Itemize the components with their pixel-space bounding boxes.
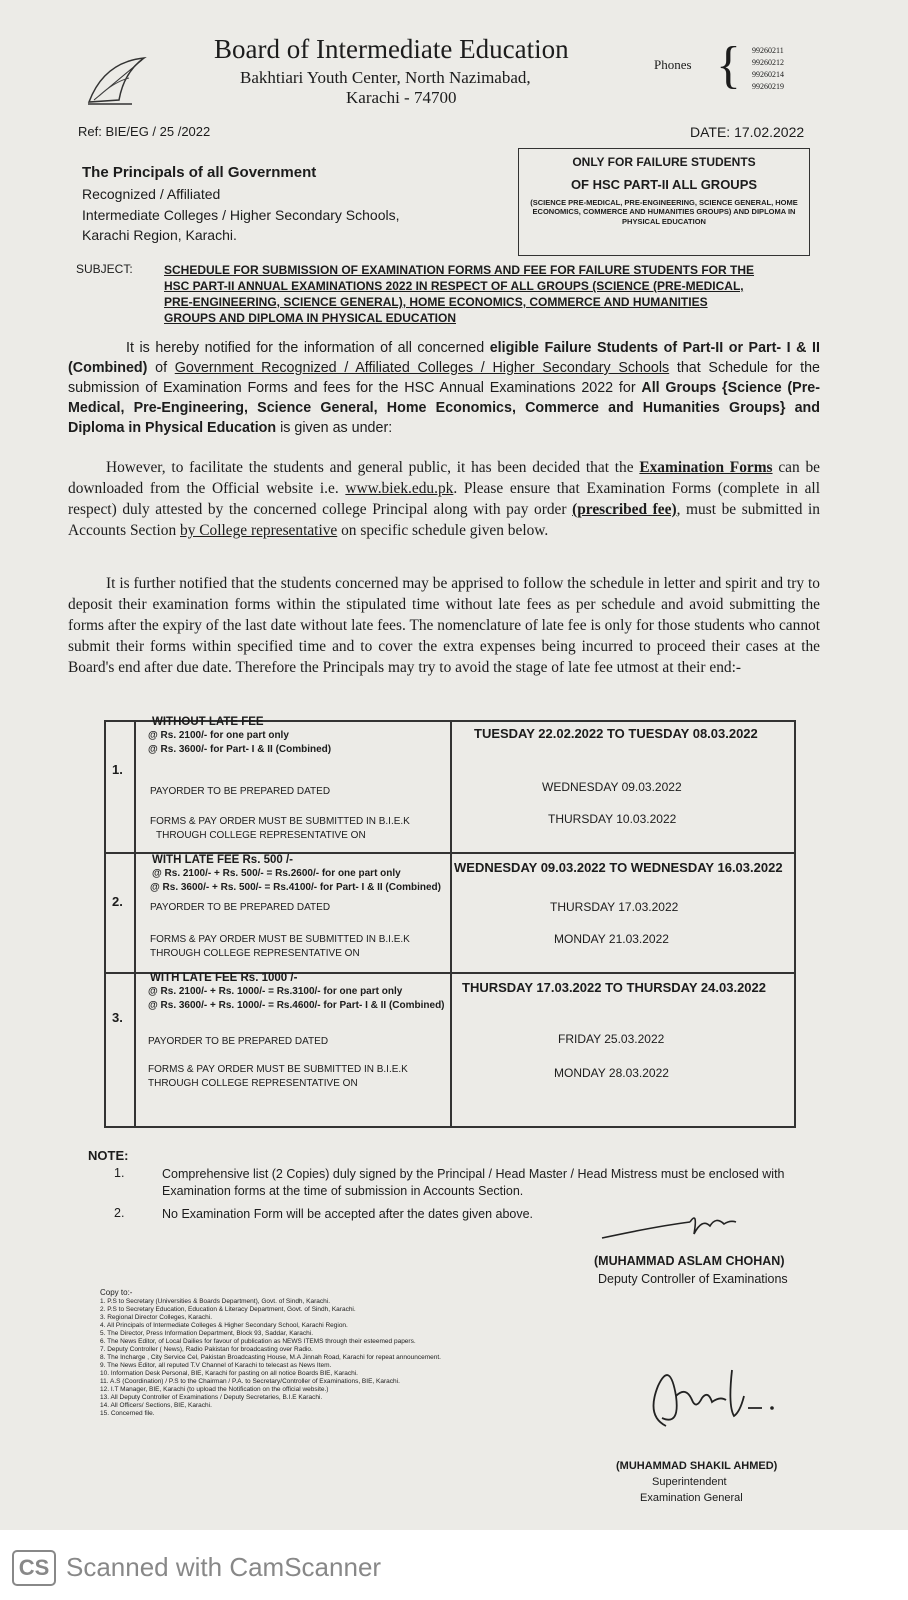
- para2-underline: Examination Forms: [639, 459, 773, 476]
- copy-to-item: 3. Regional Director Colleges, Karachi.: [100, 1314, 212, 1321]
- address-line-2: Karachi - 74700: [346, 88, 457, 107]
- paragraph-1: [68, 338, 820, 438]
- note-text: No Examination Form will be accepted after the dates given above.: [162, 1207, 534, 1221]
- fee-line: @ Rs. 3600/- for Part- I & II (Combined): [148, 744, 332, 755]
- copy-to-item: 14. All Officers/ Sections, BIE, Karachi.: [100, 1402, 212, 1409]
- camscanner-text: Scanned with CamScanner: [66, 1552, 382, 1582]
- submit-label: THROUGH COLLEGE REPRESENTATIVE ON: [150, 948, 360, 959]
- reference-number: Ref: BIE/EG / 25 /2022: [78, 124, 211, 139]
- payorder-date: WEDNESDAY 09.03.2022: [542, 780, 682, 794]
- submit-label: THROUGH COLLEGE REPRESENTATIVE ON: [156, 830, 366, 841]
- para1-text: is given as under:: [276, 420, 393, 436]
- address-line-1: Bakhtiari Youth Center, North Nazimabad,: [240, 68, 531, 87]
- para1-underline: Government Recognized / Affiliated Colleges / Higher Secondary Schools: [174, 360, 670, 376]
- fee-heading: WITHOUT LATE FEE: [152, 716, 264, 728]
- submit-label: THROUGH COLLEGE REPRESENTATIVE ON: [148, 1078, 358, 1089]
- copy-to-item: 6. The News Editor, of Local Dailies for favour of publication as NEWS ITEMS through their esteemed papers.: [100, 1338, 416, 1345]
- board-logo-icon: [84, 52, 154, 108]
- box-line-3: (SCIENCE PRE-MEDICAL, PRE-ENGINEERING, SCIENCE GENERAL, HOME ECONOMICS, COMMERCE AND HUMANITIES GROUPS) AND DIPLOMA IN PHYSICAL EDUCATION: [530, 198, 798, 226]
- copy-to-item: 1. P.S to Secretary (Universities & Boards Department), Govt. of Sindh, Karachi.: [100, 1298, 331, 1305]
- payorder-label: PAYORDER TO BE PREPARED DATED: [148, 1036, 329, 1047]
- box-line-2: OF HSC PART-II ALL GROUPS: [570, 177, 758, 192]
- payorder-label: PAYORDER TO BE PREPARED DATED: [150, 902, 331, 913]
- submit-label: FORMS & PAY ORDER MUST BE SUBMITTED IN B.I.E.K: [150, 816, 410, 827]
- subject-text: SCHEDULE FOR SUBMISSION OF EXAMINATION FORMS AND FEE FOR FAILURE STUDENTS FOR THE HSC PART-II ANNUAL EXAMINATIONS 2022 IN RESPECT OF ALL GROUPS (SCIENCE (PRE-MEDICAL, PRE-ENGINEERING, SCIENCE GENERAL), HOME ECONOMICS, COMMERCE AND HUMANITIES GROUPS AND DIPLOMA IN PHYSICAL EDUCATION: [164, 263, 755, 325]
- note-title: NOTE:: [88, 1148, 129, 1163]
- para2-underline: by College representative: [180, 522, 338, 539]
- phone-number: 99260212: [752, 58, 784, 67]
- addressee-line-4: Karachi Region, Karachi.: [82, 227, 237, 243]
- org-name: Board of Intermediate Education: [214, 34, 569, 64]
- para2-text: , must be submitted in Accounts Section: [68, 501, 821, 539]
- copy-to-item: 9. The News Editor, all reputed T.V Channel of Karachi to telecast as News Item.: [100, 1362, 332, 1369]
- para2-text: on specific schedule given below.: [337, 522, 549, 539]
- copy-to-item: 5. The Director, Press Information Department, Block 93, Saddar, Karachi.: [100, 1330, 314, 1337]
- row-number: 2.: [112, 894, 123, 909]
- fee-line: @ Rs. 2100/- + Rs. 500/- = Rs.2600/- for one part only: [152, 868, 401, 879]
- signatory-1-title: Deputy Controller of Examinations: [598, 1272, 788, 1286]
- copy-to-item: 12. I.T Manager, BIE, Karachi (to upload the Notification on the official website.): [100, 1386, 329, 1393]
- paragraph-2: [68, 457, 820, 541]
- payorder-label: PAYORDER TO BE PREPARED DATED: [150, 786, 331, 797]
- addressee-line-1: The Principals of all Government: [82, 164, 317, 181]
- note-number: 2.: [114, 1206, 125, 1220]
- fee-line: @ Rs. 3600/- + Rs. 1000/- = Rs.4600/- for Part- I & II (Combined): [148, 1000, 445, 1011]
- note-text: Comprehensive list (2 Copies) duly signed by the Principal / Head Master / Head Mistress must be enclosed with Examination forms at the time of submission in Accounts Section.: [162, 1167, 785, 1198]
- para1-text: of: [147, 360, 175, 376]
- para1-text: that Schedule for the submission of Examination Forms and fees for the HSC Annual Examinations 2022 for: [68, 360, 820, 396]
- signature-2-icon: [636, 1356, 786, 1446]
- phone-number: 99260211: [752, 46, 784, 55]
- payorder-date: FRIDAY 25.03.2022: [558, 1032, 665, 1046]
- submit-label: FORMS & PAY ORDER MUST BE SUBMITTED IN B.I.E.K: [148, 1064, 408, 1075]
- phones-label: Phones: [654, 57, 692, 72]
- camscanner-logo-icon: CS: [12, 1550, 56, 1586]
- subject-label: SUBJECT:: [76, 262, 133, 276]
- note-number: 1.: [114, 1166, 125, 1180]
- copy-to-item: 2. P.S to Secretary Education, Education & Literacy Department, Govt. of Sindh, Karachi.: [100, 1306, 356, 1313]
- para2-text: However, to facilitate the students and general public, it has been decided that the: [106, 459, 640, 476]
- submit-date: THURSDAY 10.03.2022: [548, 812, 677, 826]
- copy-to-item: 8. The Incharge , City Service Cel, Pakistan Broadcasting House, M.A Jinnah Road, Karachi for repeat announcement.: [100, 1354, 441, 1361]
- copy-to-item: 11. A.S (Coordination) / P.S to the Chairman / P.A. to Secretary/Controller of Examinations, BIE, Karachi.: [100, 1378, 400, 1385]
- period-dates: WEDNESDAY 09.03.2022 TO WEDNESDAY 16.03.2022: [454, 860, 783, 875]
- brace-icon: {: [716, 37, 741, 94]
- addressee-line-3: Intermediate Colleges / Higher Secondary Schools,: [82, 207, 400, 223]
- row-number: 1.: [112, 762, 123, 777]
- period-dates: TUESDAY 22.02.2022 TO TUESDAY 08.03.2022: [474, 726, 758, 741]
- submit-date: MONDAY 21.03.2022: [554, 932, 669, 946]
- row-number: 3.: [112, 1010, 123, 1025]
- submit-label: FORMS & PAY ORDER MUST BE SUBMITTED IN B.I.E.K: [150, 934, 410, 945]
- copy-to-item: 13. All Deputy Controller of Examinations / Deputy Secretaries, B.I.E Karachi.: [100, 1394, 323, 1401]
- fee-heading: WITH LATE FEE Rs. 500 /-: [152, 854, 293, 866]
- para1-bold: All Groups {Science (Pre-Medical, Pre-Engineering, Science General, Home Economics, Commerce and Humanities Groups} and Diploma in Physical Education: [68, 380, 820, 436]
- website-link[interactable]: www.biek.edu.pk: [345, 480, 454, 497]
- phone-number: 99260219: [752, 82, 784, 91]
- payorder-date: THURSDAY 17.03.2022: [550, 900, 679, 914]
- fee-line: @ Rs. 2100/- for one part only: [148, 730, 289, 741]
- signatory-1-name: (MUHAMMAD ASLAM CHOHAN): [594, 1254, 785, 1268]
- fee-line: @ Rs. 2100/- + Rs. 1000/- = Rs.3100/- for one part only: [148, 986, 403, 997]
- target-box: [518, 148, 810, 256]
- copy-to-title: Copy to:-: [100, 1288, 133, 1297]
- signatory-2-title: Examination General: [640, 1492, 743, 1504]
- para2-underline: (prescribed fee): [572, 501, 677, 518]
- para2-text: can be downloaded from the Official website i.e.: [68, 459, 820, 497]
- para1-bold: eligible Failure Students of Part-II or Part- I & II (Combined): [68, 340, 820, 376]
- signatory-2-name: (MUHAMMAD SHAKIL AHMED): [616, 1460, 778, 1472]
- copy-to-item: 7. Deputy Controller ( News), Radio Pakistan for broadcasting over Radio.: [100, 1346, 313, 1353]
- box-line-1: ONLY FOR FAILURE STUDENTS: [572, 155, 756, 169]
- letter-date: DATE: 17.02.2022: [690, 124, 805, 140]
- addressee-line-2: Recognized / Affiliated: [82, 186, 221, 202]
- period-dates: THURSDAY 17.03.2022 TO THURSDAY 24.03.2022: [462, 980, 766, 995]
- phone-number: 99260214: [752, 70, 784, 79]
- submit-date: MONDAY 28.03.2022: [554, 1066, 669, 1080]
- fee-heading: WITH LATE FEE Rs. 1000 /-: [150, 972, 298, 984]
- copy-to-item: 10. Information Desk Personal, BIE, Karachi for pasting on all notice Boards BIE, Karachi.: [100, 1370, 358, 1377]
- signatory-2-title: Superintendent: [652, 1476, 727, 1488]
- fee-line: @ Rs. 3600/- + Rs. 500/- = Rs.4100/- for Part- I & II (Combined): [150, 882, 441, 893]
- copy-to-item: 15. Concerned file.: [100, 1410, 155, 1417]
- paragraph-3: It is further notified that the students concerned may be apprised to follow the schedule in letter and spirit and try to deposit their examination forms within the stipulated time without late fees as per schedule and avoid submitting the forms after the expiry of the last date without late fees. The nomenclature of late fee is only for those students who cannot submit their forms within specified time and to cover the extra expenses being incurred to proceed their cases at the Board's end after due date. Therefore the Principals may try to avoid the stage of late fee utmost at their end:-: [68, 575, 820, 676]
- copy-to-item: 4. All Principals of Intermediate Colleges & Higher Secondary School, Karachi Region.: [100, 1322, 348, 1329]
- para2-text: . Please ensure that Examination Forms (complete in all respect) duly attested by the concerned college Principal along with pay order: [68, 480, 820, 518]
- para1-text: It is hereby notified for the information of all concerned: [126, 340, 490, 356]
- schedule-table: [104, 716, 796, 1128]
- signature-1-icon: [598, 1208, 768, 1248]
